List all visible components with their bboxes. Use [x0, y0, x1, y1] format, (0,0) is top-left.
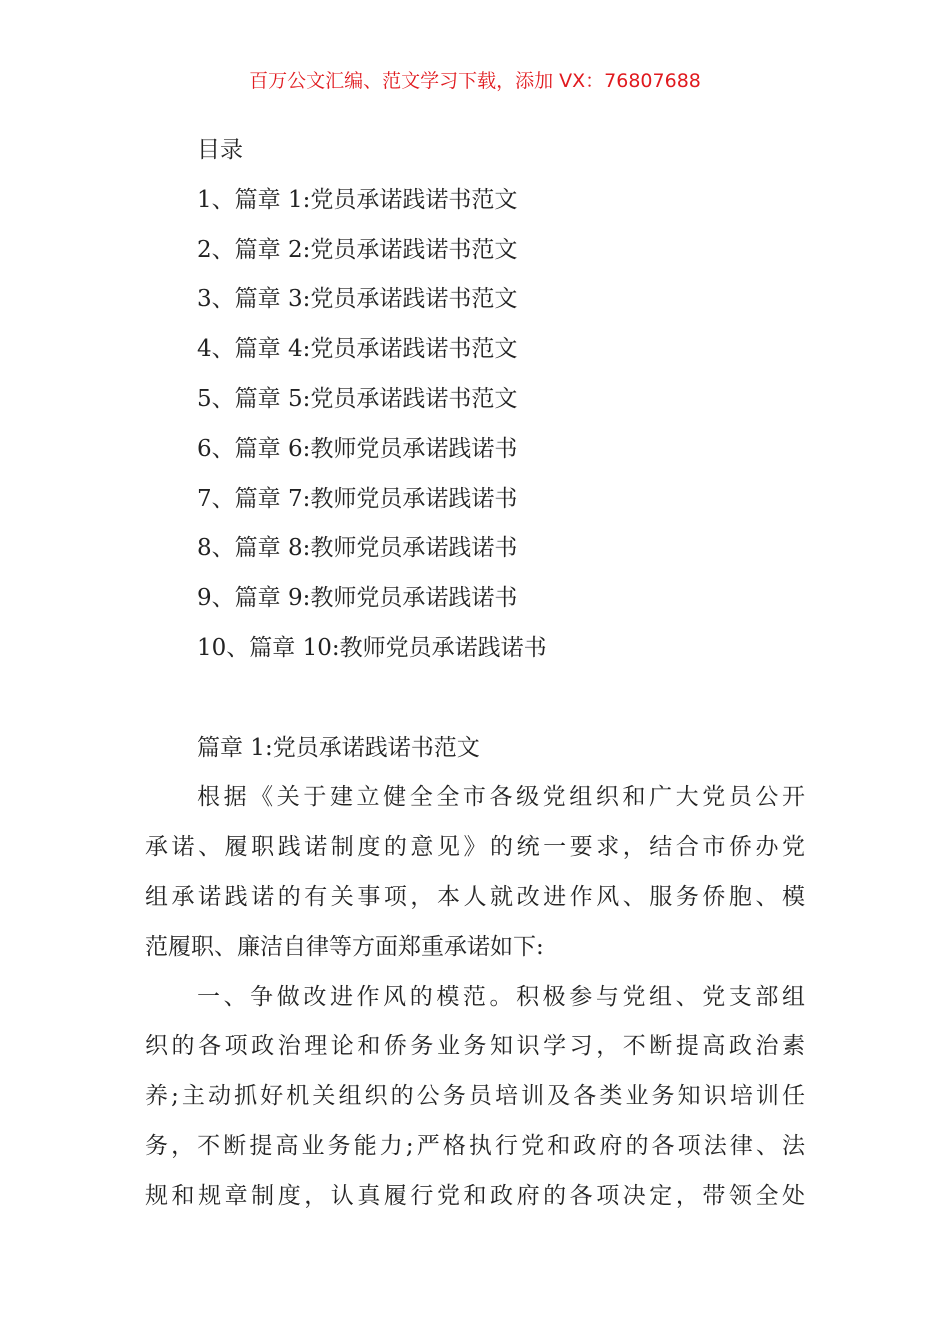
- paragraph-line: 根据《关于建立健全全市各级党组织和广大党员公开: [197, 784, 805, 811]
- toc-item[interactable]: 6、篇章 6:教师党员承诺践诺书: [197, 435, 518, 462]
- toc-item[interactable]: 9、篇章 9:教师党员承诺践诺书: [197, 585, 518, 612]
- paragraph-line: 范履职、廉洁自律等方面郑重承诺如下:: [145, 933, 544, 960]
- paragraph-line: 务，不断提高业务能力;严格执行党和政府的各项法律、法: [145, 1132, 805, 1159]
- table-of-contents: [145, 132, 805, 779]
- toc-item[interactable]: 8、篇章 8:教师党员承诺践诺书: [197, 535, 518, 562]
- toc-item[interactable]: 1、篇章 1:党员承诺践诺书范文: [197, 186, 518, 213]
- paragraph-line: 规和规章制度，认真履行党和政府的各项决定，带领全处: [145, 1182, 805, 1209]
- paragraph-line: 织的各项政治理论和侨务业务知识学习，不断提高政治素: [145, 1033, 805, 1060]
- toc-item[interactable]: 5、篇章 5:党员承诺践诺书范文: [197, 385, 518, 412]
- paragraph-line: 养;主动抓好机关组织的公务员培训及各类业务知识培训任: [145, 1083, 805, 1110]
- toc-item[interactable]: 4、篇章 4:党员承诺践诺书范文: [197, 336, 518, 363]
- paragraph-line: 组承诺践诺的有关事项，本人就改进作风、服务侨胞、模: [145, 883, 805, 910]
- section-title: 篇章 1:党员承诺践诺书范文: [197, 734, 480, 761]
- document-body: [145, 132, 805, 1228]
- toc-item[interactable]: 7、篇章 7:教师党员承诺践诺书: [197, 485, 518, 512]
- paragraph: [145, 979, 805, 1228]
- paragraph-line: 一、争做改进作风的模范。积极参与党组、党支部组: [197, 983, 805, 1010]
- paragraph: [145, 779, 805, 978]
- toc-item[interactable]: 3、篇章 3:党员承诺践诺书范文: [197, 286, 518, 313]
- toc-item[interactable]: 2、篇章 2:党员承诺践诺书范文: [197, 236, 518, 263]
- toc-item[interactable]: 10、篇章 10:教师党员承诺践诺书: [197, 634, 547, 661]
- toc-title: 目录: [197, 137, 243, 163]
- paragraph-line: 承诺、履职践诺制度的意见》的统一要求，结合市侨办党: [145, 834, 805, 861]
- watermark-header: 百万公文汇编、范文学习下载，添加 VX：76807688: [249, 70, 701, 92]
